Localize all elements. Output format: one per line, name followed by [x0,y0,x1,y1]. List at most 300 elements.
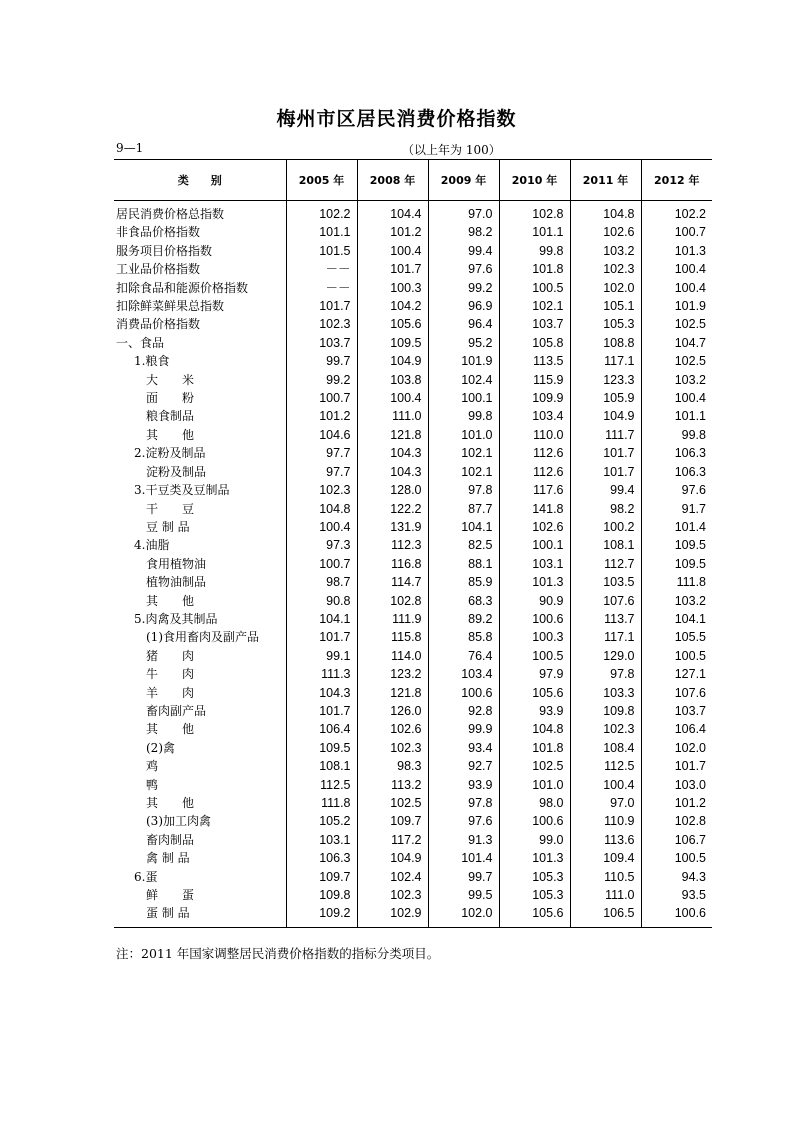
row-value-cell: 111.8 [286,794,357,812]
row-category-cell [114,389,286,407]
row-value-cell: 105.3 [570,315,641,333]
row-value-cell: 101.8 [499,260,570,278]
row-category-label: 5.肉禽及其制品 [134,611,218,626]
row-value-cell: 106.7 [641,831,712,849]
row-value-cell: 106.3 [286,849,357,867]
table-row [114,352,712,370]
row-category-cell [114,831,286,849]
table-row [114,463,712,481]
row-value-cell: 100.4 [570,776,641,794]
row-value-cell: 92.7 [428,757,499,775]
row-value-cell: 103.2 [641,592,712,610]
row-category-label: 3.干豆类及豆制品 [134,483,230,498]
row-value-cell: 100.5 [499,279,570,297]
row-value-cell: 99.4 [428,242,499,260]
row-value-cell: 104.3 [357,463,428,481]
table-row [114,592,712,610]
row-category-cell [114,812,286,830]
row-value-cell: 109.5 [357,334,428,352]
row-value-cell: 111.9 [357,610,428,628]
row-category-label: 淀粉及制品 [146,464,207,479]
row-value-cell: 101.9 [428,352,499,370]
row-value-cell: 102.3 [286,315,357,333]
row-category-label: 扣除食品和能源价格指数 [116,280,249,295]
row-value-cell: 101.3 [499,573,570,591]
row-value-cell: 115.9 [499,371,570,389]
row-value-cell: 104.2 [357,297,428,315]
row-category-cell [114,518,286,536]
row-value-cell: 117.1 [570,352,641,370]
row-category-cell [114,665,286,683]
row-value-cell: 113.7 [570,610,641,628]
row-category-label: 鸭 [146,777,159,792]
row-value-cell: 103.3 [570,684,641,702]
table-row [114,426,712,444]
row-value-cell: 108.1 [286,757,357,775]
row-value-cell: 95.2 [428,334,499,352]
table-row [114,297,712,315]
row-value-cell: 106.5 [570,904,641,927]
row-value-cell: 101.7 [286,702,357,720]
row-value-cell: 102.3 [286,481,357,499]
row-value-cell: 105.1 [570,297,641,315]
row-value-cell: 111.8 [641,573,712,591]
footnote: 注：2011 年国家调整居民消费价格指数的指标分类项目。 [116,946,440,961]
row-value-cell: 93.5 [641,886,712,904]
row-value-cell: 76.4 [428,647,499,665]
column-header-category: 类 别 [114,160,286,201]
row-value-cell: 97.6 [428,812,499,830]
row-value-cell: 123.3 [570,371,641,389]
table-row [114,739,712,757]
row-category-label: 畜肉制品 [146,832,195,847]
row-value-cell: 101.7 [641,757,712,775]
row-category-cell [114,407,286,425]
row-value-cell: 90.9 [499,592,570,610]
row-value-cell: 113.2 [357,776,428,794]
row-value-cell: 101.4 [641,518,712,536]
row-value-cell: 102.0 [641,739,712,757]
table-row [114,201,712,224]
row-category-cell [114,849,286,867]
row-category-cell [114,794,286,812]
row-value-cell: 100.1 [499,536,570,554]
price-index-table [114,159,712,928]
row-value-cell: 114.0 [357,647,428,665]
column-header-2011: 2011 年 [570,160,641,201]
row-category-cell [114,260,286,278]
row-value-cell: 109.9 [499,389,570,407]
row-value-cell: 97.8 [428,794,499,812]
row-value-cell: 96.9 [428,297,499,315]
row-value-cell: 109.5 [641,536,712,554]
row-value-cell: 103.7 [499,315,570,333]
row-value-cell: 97.6 [641,481,712,499]
row-value-cell: 103.2 [570,242,641,260]
row-value-cell: 104.8 [286,500,357,518]
row-value-cell: 101.1 [286,223,357,241]
row-category-cell [114,536,286,554]
table-row [114,407,712,425]
row-value-cell: 99.1 [286,647,357,665]
row-value-cell: 111.3 [286,665,357,683]
row-category-cell [114,868,286,886]
row-value-cell: 112.7 [570,555,641,573]
row-value-cell: 102.3 [357,886,428,904]
row-category-label: 豆 制 品 [146,519,190,534]
row-category-label: 蛋 制 品 [146,906,190,921]
row-category-label: 猪 肉 [146,648,195,663]
row-value-cell: 97.8 [428,481,499,499]
row-value-cell: 109.2 [286,904,357,927]
row-value-cell: 110.5 [570,868,641,886]
row-value-cell: 100.4 [286,518,357,536]
row-value-cell: 101.0 [428,426,499,444]
row-value-cell: 100.4 [641,279,712,297]
row-value-cell: 101.8 [499,739,570,757]
row-value-cell: 104.1 [286,610,357,628]
table-row [114,886,712,904]
row-value-cell: 117.2 [357,831,428,849]
row-value-cell: 110.9 [570,812,641,830]
row-value-cell: 111.7 [570,426,641,444]
header-row [114,160,712,201]
row-value-cell: 100.1 [428,389,499,407]
row-value-cell: 112.6 [499,463,570,481]
row-value-cell: 97.0 [570,794,641,812]
row-category-label: (2)禽 [146,740,175,755]
row-value-cell: 100.4 [641,389,712,407]
row-value-cell: 91.7 [641,500,712,518]
row-category-label: 1.粮食 [134,354,170,369]
row-value-cell: 113.5 [499,352,570,370]
row-category-label: 6.蛋 [134,869,158,884]
table-row [114,481,712,499]
row-value-cell: 112.3 [357,536,428,554]
row-value-cell: 68.3 [428,592,499,610]
row-value-cell: 100.5 [641,849,712,867]
row-value-cell: 101.2 [357,223,428,241]
row-value-cell: 102.8 [499,201,570,224]
row-value-cell: 109.5 [286,739,357,757]
row-value-cell: 105.9 [570,389,641,407]
row-value-cell: 100.6 [499,812,570,830]
row-category-cell [114,776,286,794]
row-value-cell: 101.3 [641,242,712,260]
row-value-cell: 102.5 [499,757,570,775]
row-value-cell: 102.4 [357,868,428,886]
row-value-cell: 105.3 [499,886,570,904]
row-category-label: 居民消费价格总指数 [116,207,225,221]
row-value-cell: 104.4 [357,201,428,224]
row-value-cell: 99.5 [428,886,499,904]
row-value-cell: 97.6 [428,260,499,278]
row-value-cell: 105.2 [286,812,357,830]
row-value-cell: 106.4 [641,720,712,738]
row-category-cell [114,279,286,297]
row-category-cell [114,201,286,224]
row-value-cell: 101.9 [641,297,712,315]
page-title: 梅州市区居民消费价格指数 [276,108,517,130]
row-value-cell: 100.3 [357,279,428,297]
row-category-cell [114,610,286,628]
row-value-cell: 102.6 [570,223,641,241]
row-category-label: 面 粉 [146,391,195,406]
row-category-cell [114,426,286,444]
row-value-cell: 101.7 [570,463,641,481]
row-value-cell: 100.4 [641,260,712,278]
row-category-cell [114,223,286,241]
row-value-cell: 102.2 [286,201,357,224]
row-value-cell: 126.0 [357,702,428,720]
row-value-cell: 102.4 [428,371,499,389]
row-category-cell [114,647,286,665]
row-category-label: 大 米 [146,372,195,387]
row-value-cell: 101.4 [428,849,499,867]
column-header-2008: 2008 年 [357,160,428,201]
row-value-cell: 122.2 [357,500,428,518]
row-value-cell: 104.9 [357,849,428,867]
row-category-cell [114,352,286,370]
row-value-cell: 105.6 [357,315,428,333]
row-value-cell: 112.5 [570,757,641,775]
row-category-label: 工业品价格指数 [116,262,201,277]
row-category-label: 鸡 [146,759,159,774]
row-category-label: 服务项目价格指数 [116,243,213,258]
table-row [114,720,712,738]
row-value-cell: 103.5 [570,573,641,591]
row-value-cell: 100.4 [357,389,428,407]
row-value-cell: 82.5 [428,536,499,554]
row-category-cell [114,573,286,591]
row-category-label: (3)加工肉禽 [146,814,211,829]
row-value-cell: 109.8 [570,702,641,720]
row-value-cell: 101.1 [641,407,712,425]
table-row [114,868,712,886]
row-value-cell: 99.8 [641,426,712,444]
row-value-cell: 85.8 [428,628,499,646]
row-category-cell [114,500,286,518]
row-value-cell: 99.2 [286,371,357,389]
row-value-cell: 105.3 [499,868,570,886]
row-value-cell: 100.5 [499,647,570,665]
row-value-cell: 128.0 [357,481,428,499]
row-category-label: 其 他 [146,722,195,737]
table-row [114,776,712,794]
row-value-cell: 97.7 [286,444,357,462]
row-value-cell: 104.1 [641,610,712,628]
row-category-label: 扣除鲜菜鲜果总指数 [116,299,225,314]
row-value-cell: 90.8 [286,592,357,610]
row-category-cell [114,555,286,573]
row-value-cell: 101.7 [570,444,641,462]
row-category-cell [114,739,286,757]
row-value-cell: 112.6 [499,444,570,462]
row-value-cell: 101.5 [286,242,357,260]
row-value-cell: 102.3 [570,260,641,278]
table-row [114,500,712,518]
row-value-cell: 101.2 [286,407,357,425]
row-value-cell: 102.5 [641,352,712,370]
table-row [114,223,712,241]
row-value-cell: 109.4 [570,849,641,867]
table-row [114,389,712,407]
row-value-cell: 102.1 [428,463,499,481]
row-value-cell: 116.8 [357,555,428,573]
row-value-cell: 99.4 [570,481,641,499]
table-row [114,371,712,389]
row-category-cell [114,297,286,315]
row-value-cell: 97.8 [570,665,641,683]
table-row [114,849,712,867]
table-row [114,315,712,333]
row-value-cell: 102.8 [641,812,712,830]
row-value-cell: 115.8 [357,628,428,646]
table-row [114,242,712,260]
row-category-label: 牛 肉 [146,667,195,682]
row-category-label: 粮食制品 [146,409,195,424]
row-category-cell [114,481,286,499]
row-value-cell: 93.9 [428,776,499,794]
row-value-cell: 101.7 [357,260,428,278]
row-value-cell: 101.0 [499,776,570,794]
row-value-cell: －－ [286,279,357,297]
row-value-cell: 123.2 [357,665,428,683]
row-value-cell: 99.8 [499,242,570,260]
row-category-label: 消费品价格指数 [116,317,201,332]
row-value-cell: 113.6 [570,831,641,849]
row-category-label: 畜肉副产品 [146,703,207,718]
row-value-cell: 112.5 [286,776,357,794]
row-category-cell [114,334,286,352]
row-value-cell: 102.9 [357,904,428,927]
row-value-cell: 114.7 [357,573,428,591]
row-value-cell: 99.9 [428,720,499,738]
table-row [114,647,712,665]
row-value-cell: 100.7 [286,555,357,573]
row-value-cell: 102.1 [428,444,499,462]
row-value-cell: 98.2 [570,500,641,518]
row-value-cell: 117.1 [570,628,641,646]
row-value-cell: 104.8 [570,201,641,224]
row-category-label: 植物油制品 [146,575,207,590]
row-value-cell: 100.6 [499,610,570,628]
column-header-2005: 2005 年 [286,160,357,201]
row-value-cell: 111.0 [570,886,641,904]
row-value-cell: 99.8 [428,407,499,425]
row-value-cell: 108.8 [570,334,641,352]
column-header-2009: 2009 年 [428,160,499,201]
row-category-label: 其 他 [146,593,195,608]
row-value-cell: 87.7 [428,500,499,518]
row-value-cell: 101.7 [286,297,357,315]
sheet-number: 9—1 [116,141,144,155]
row-value-cell: 109.8 [286,886,357,904]
row-value-cell: 104.9 [357,352,428,370]
row-category-cell [114,904,286,927]
row-value-cell: 96.4 [428,315,499,333]
row-value-cell: 103.0 [641,776,712,794]
row-value-cell: 121.8 [357,684,428,702]
row-value-cell: 108.4 [570,739,641,757]
row-value-cell: 85.9 [428,573,499,591]
table-row [114,518,712,536]
row-value-cell: 108.1 [570,536,641,554]
row-value-cell: 102.3 [570,720,641,738]
table-row [114,444,712,462]
row-category-cell [114,371,286,389]
row-value-cell: 102.6 [499,518,570,536]
row-value-cell: 131.9 [357,518,428,536]
row-value-cell: 102.8 [357,592,428,610]
row-value-cell: 97.9 [499,665,570,683]
row-value-cell: 100.6 [641,904,712,927]
row-value-cell: 99.7 [286,352,357,370]
row-value-cell: 121.8 [357,426,428,444]
row-value-cell: 97.7 [286,463,357,481]
row-category-label: 羊 肉 [146,685,195,700]
row-category-cell [114,720,286,738]
row-category-cell [114,444,286,462]
row-value-cell: 100.3 [499,628,570,646]
row-category-cell [114,628,286,646]
row-value-cell: 107.6 [570,592,641,610]
row-value-cell: 104.3 [286,684,357,702]
row-value-cell: 103.1 [286,831,357,849]
row-value-cell: 102.2 [641,201,712,224]
row-value-cell: 89.2 [428,610,499,628]
row-value-cell: 103.4 [499,407,570,425]
table-row [114,665,712,683]
row-category-label: 鲜 蛋 [146,888,195,903]
row-value-cell: 97.3 [286,536,357,554]
row-value-cell: 105.6 [499,904,570,927]
row-value-cell: 101.2 [641,794,712,812]
row-value-cell: 109.5 [641,555,712,573]
row-value-cell: 104.6 [286,426,357,444]
row-value-cell: 104.3 [357,444,428,462]
row-category-label: 食用植物油 [146,556,207,571]
table-row [114,684,712,702]
row-value-cell: 102.3 [357,739,428,757]
row-value-cell: 101.7 [286,628,357,646]
table-row [114,831,712,849]
table-row [114,904,712,927]
table-row [114,628,712,646]
row-value-cell: 127.1 [641,665,712,683]
row-category-cell [114,684,286,702]
table-row [114,794,712,812]
table-row [114,573,712,591]
row-value-cell: 97.0 [428,201,499,224]
row-value-cell: 98.3 [357,757,428,775]
row-value-cell: 105.6 [499,684,570,702]
table-row [114,702,712,720]
row-value-cell: 103.7 [286,334,357,352]
row-value-cell: 100.2 [570,518,641,536]
row-category-label: 4.油脂 [134,538,170,553]
row-value-cell: 100.7 [286,389,357,407]
row-category-cell [114,702,286,720]
row-value-cell: 117.6 [499,481,570,499]
column-header-2010: 2010 年 [499,160,570,201]
row-value-cell: 109.7 [357,812,428,830]
row-value-cell: 104.1 [428,518,499,536]
row-value-cell: 94.3 [641,868,712,886]
row-category-label: 一、食品 [116,335,165,350]
table-row [114,260,712,278]
row-category-label: 其 他 [146,427,195,442]
